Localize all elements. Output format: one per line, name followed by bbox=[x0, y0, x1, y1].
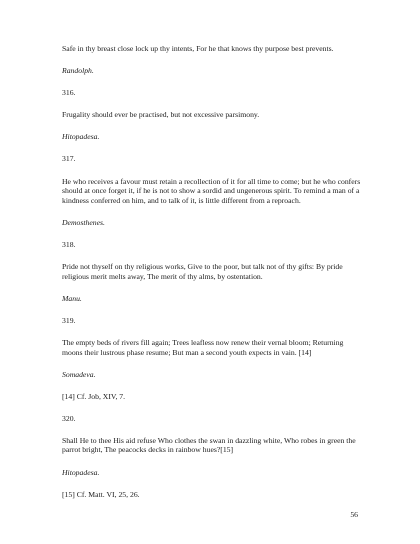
source-attribution: Demosthenes. bbox=[62, 217, 105, 227]
text-paragraph: He who receives a favour must retain a recollection of it for all time to come; but he who confers should at once forget it, if he is not to show a sordid and ungenerous spirit. To remind a man of a kindness conferred on him, and to talk of it, is little different from a reproach. bbox=[62, 176, 361, 205]
source-attribution: Randolph. bbox=[62, 66, 94, 76]
page-body bbox=[62, 44, 362, 512]
source-attribution: Hitopadesa. bbox=[62, 132, 100, 142]
text-paragraph: Safe in thy breast close lock up thy intents, For he that knows thy purpose best prevents. bbox=[62, 44, 334, 53]
text-paragraph: Pride not thyself on thy religious works, Give to the poor, but talk not of thy gifts: By pride religious merit melts away, The merit of thy alms, by ostentation. bbox=[62, 262, 343, 281]
entry-number: 319. bbox=[62, 315, 76, 325]
footnote: [15] Cf. Matt. VI, 25, 26. bbox=[62, 489, 140, 499]
source-attribution: Manu. bbox=[62, 293, 82, 303]
text-paragraph: Shall He to thee His aid refuse Who clothes the swan in dazzling white, Who robes in green the parrot bright, The peacocks decks in rainbow hues?[15] bbox=[62, 435, 356, 455]
entry-number: 318. bbox=[62, 239, 76, 249]
entry-number: 316. bbox=[62, 88, 76, 98]
footnote: [14] Cf. Job, XIV, 7. bbox=[62, 391, 126, 401]
entry-number: 317. bbox=[62, 154, 76, 164]
source-attribution: Somadeva. bbox=[62, 369, 96, 379]
page-number: 56 bbox=[350, 510, 358, 519]
text-paragraph: Frugality should ever be practised, but not excessive parsimony. bbox=[62, 110, 260, 120]
text-paragraph: The empty beds of rivers fill again; Trees leafless now renew their vernal bloom; Returning moons their lustrous phase resume; But man a second youth expects in vain. [14] bbox=[62, 337, 344, 357]
source-attribution: Hitopadesa. bbox=[62, 467, 100, 477]
entry-number: 320. bbox=[62, 413, 76, 423]
